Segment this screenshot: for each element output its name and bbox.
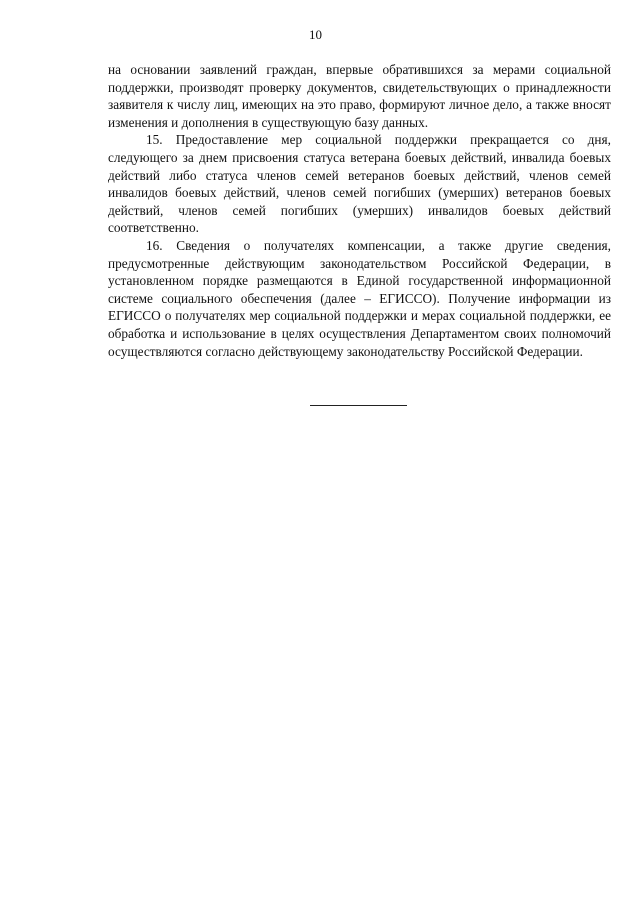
document-body <box>108 61 611 360</box>
page-number: 10 <box>309 27 322 42</box>
paragraph-item-15: 15. Предоставление мер социальной поддержки прекращается со дня, следующего за днем присвоения статуса ветерана боевых действий, инвалида боевых действий либо статуса членов семей ветеранов боевых действий, членов семей инвалидов боевых действий, членов семей погибших (умерших) ветеранов боевых действий, членов семей погибших (умерших) инвалидов боевых действий соответственно. <box>108 132 611 236</box>
paragraph-item-16: 16. Сведения о получателях компенсации, а также другие сведения, предусмотренные действующим законодательством Российской Федерации, в установленном порядке размещаются в Единой государственной информационной системе социального обеспечения (далее – ЕГИССО). Получение информации из ЕГИССО о получателях мер социальной поддержки и мерах социальной поддержки, ее обработка и использование в целях осуществления Департаментом своих полномочий осуществляются согласно действующему законодательству Российской Федерации. <box>108 237 611 359</box>
closing-divider <box>310 405 407 406</box>
paragraph-continuation: на основании заявлений граждан, впервые обратившихся за мерами социальной поддержки, производят проверку документов, свидетельствующих о принадлежности заявителя к числу лиц, имеющих на это право, формируют личное дело, а также вносят изменения и дополнения в существующую базу данных. <box>108 62 611 130</box>
